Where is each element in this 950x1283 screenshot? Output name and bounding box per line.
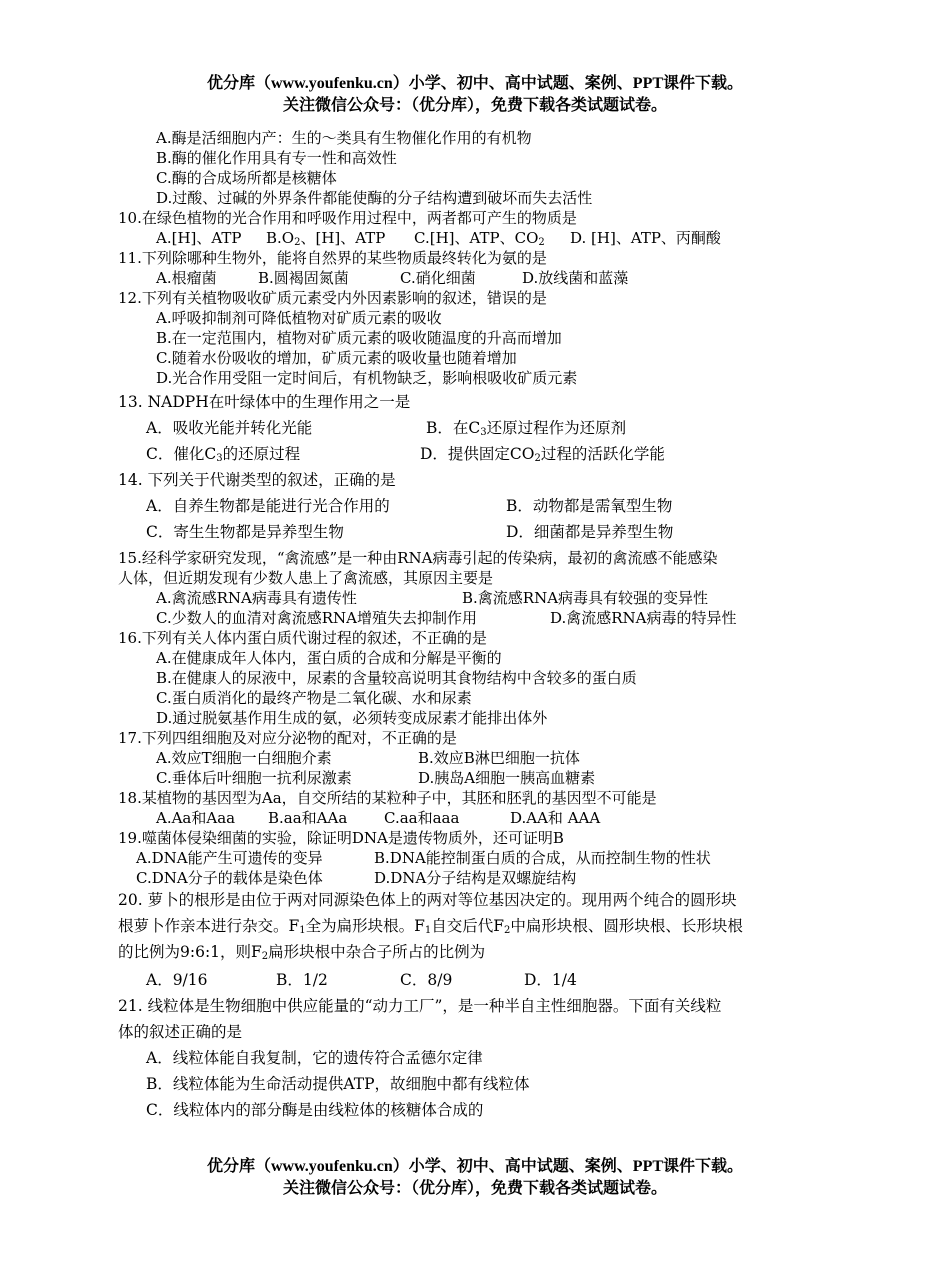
header-line-2: 关注微信公众号：（优分库），免费下载各类试题试卷。: [282, 97, 667, 114]
q18-option-c: C.aa和aaa: [384, 809, 460, 827]
q15-option-c: C.少数人的血清对禽流感RNA增殖失去抑制作用: [156, 609, 477, 627]
q12-option-b: B.在一定范围内，植物对矿质元素的吸收随温度的升高而增加: [156, 329, 562, 347]
q17-option-c: C.垂体后叶细胞一抗利尿激素: [156, 769, 352, 787]
q16-stem: 16.下列有关人体内蛋白质代谢过程的叙述，不正确的是: [118, 629, 487, 647]
q18-option-d: D.AA和 AAA: [510, 809, 601, 827]
q11-option-b: B.圆褐固氮菌: [258, 269, 349, 287]
footer-line-1: 优分库（www.youfenku.cn）小学、初中、高中试题、案例、PPT课件下载。: [206, 1158, 744, 1175]
q16-option-a: A.在健康成年人体内，蛋白质的合成和分解是平衡的: [156, 649, 502, 667]
q21-option-c: C．线粒体内的部分酶是由线粒体的核糖体合成的: [146, 1101, 484, 1119]
q20-option-a: A．9/16: [146, 971, 208, 989]
q17-stem: 17.下列四组细胞及对应分泌物的配对，不正确的是: [118, 729, 457, 747]
q15-option-d: D.禽流感RNA病毒的特异性: [550, 609, 737, 627]
q15-stem-line-2: 人体，但近期发现有少数人患上了禽流感，其原因主要是: [118, 569, 494, 587]
q12-option-d: D.光合作用受阻一定时间后，有机物缺乏，影响根吸收矿质元素: [156, 369, 578, 387]
q21-stem-line-1: 21. 线粒体是生物细胞中供应能量的“动力工厂”，是一种半自主性细胞器。下面有关线粒: [118, 997, 722, 1015]
q12-option-a: A.呼吸抑制剂可降低植物对矿质元素的吸收: [156, 309, 442, 327]
page-footer: [0, 1156, 950, 1200]
q19-option-d: D.DNA分子结构是双螺旋结构: [374, 869, 577, 887]
q10-option-a: A.[H]、ATP: [156, 229, 242, 247]
q15-option-b: B.禽流感RNA病毒具有较强的变异性: [462, 589, 709, 607]
q16-option-b: B.在健康人的尿液中，尿素的含量较高说明其食物结构中含较多的蛋白质: [156, 669, 637, 687]
q9-option-b: B.酶的催化作用具有专一性和高效性: [156, 149, 397, 167]
q13-option-a: A．吸收光能并转化光能: [146, 419, 313, 437]
q9-option-a: A.酶是活细胞内产：生的～类具有生物催化作用的有机物: [156, 129, 532, 147]
q17-option-a: A.效应T细胞一白细胞介素: [156, 749, 332, 767]
q20-stem-line-1: 20. 萝卜的根形是由位于两对同源染色体上的两对等位基因决定的。现用两个纯合的圆形块: [118, 891, 737, 909]
q13-stem: 13. NADPH在叶绿体中的生理作用之一是: [118, 393, 411, 411]
q16-option-c: C.蛋白质消化的最终产物是二氧化碳、水和尿素: [156, 689, 472, 707]
q15-stem-line-1: 15.经科学家研究发现，“禽流感”是一种由RNA病毒引起的传染病，最初的禽流感不能感染: [118, 549, 718, 567]
q19-stem: 19.噬菌体侵染细菌的实验，除证明DNA是遗传物质外，还可证明B: [118, 829, 564, 847]
q18-option-a: A.Aa和Aaa: [156, 809, 236, 827]
q20-option-c: C．8/9: [400, 971, 453, 989]
q21-option-a: A．线粒体能自我复制，它的遗传符合孟德尔定律: [146, 1049, 483, 1067]
q20-stem-line-3: 的比例为9:6:1，则$F_2$扁形块根中杂合子所占的比例为: [118, 943, 486, 962]
q19-option-c: C.DNA分子的载体是染色体: [136, 869, 323, 887]
q15-option-a: A.禽流感RNA病毒具有遗传性: [156, 589, 357, 607]
q17-option-d: D.胰岛A细胞一胰高血糖素: [418, 769, 596, 787]
q11-option-d: D.放线菌和蓝藻: [522, 269, 629, 287]
footer-line-2: 关注微信公众号：（优分库），免费下载各类试题试卷。: [282, 1180, 667, 1197]
q21-stem-line-2: 体的叙述正确的是: [118, 1023, 243, 1041]
q9-option-d: D.过酸、过碱的外界条件都能使酶的分子结构遭到破坏而失去活性: [156, 189, 593, 207]
q21-option-b: B．线粒体能为生命活动提供ATP，故细胞中都有线粒体: [146, 1075, 530, 1093]
q20-stem-line-2: 根萝卜作亲本进行杂交。$F_1$全为扁形块根。$F_1$自交后代$F_2$中扁形块根、圆形块根、长形块根: [118, 917, 743, 936]
q13-option-c: C．催化$C_3$的还原过程: [146, 445, 301, 464]
q14-option-a: A．自养生物都是能进行光合作用的: [146, 497, 390, 515]
q14-option-d: D．细菌都是异养型生物: [506, 523, 674, 541]
q14-option-b: B．动物都是需氧型生物: [506, 497, 673, 515]
q14-stem: 14. 下列关于代谢类型的叙述，正确的是: [118, 471, 396, 489]
q9-option-c: C.酶的合成场所都是核糖体: [156, 169, 337, 187]
q13-option-d: D．提供固定$CO_2$过程的活跃化学能: [420, 445, 665, 464]
q10-stem: 10.在绿色植物的光合作用和呼吸作用过程中，两者都可产生的物质是: [118, 209, 577, 227]
q12-option-c: C.随着水份吸收的增加，矿质元素的吸收量也随着增加: [156, 349, 517, 367]
q19-option-a: A.DNA能产生可遗传的变异: [136, 849, 323, 867]
q20-option-b: B．1/2: [276, 971, 328, 989]
q18-option-b: B.aa和AAa: [268, 809, 348, 827]
q19-option-b: B.DNA能控制蛋白质的合成，从而控制生物的性状: [374, 849, 711, 867]
q10-option-d: D. [H]、ATP、丙酮酸: [570, 229, 721, 247]
q11-option-c: C.硝化细菌: [400, 269, 476, 287]
q17-option-b: B.效应B淋巴细胞一抗体: [418, 749, 580, 767]
q11-stem: 11.下列除哪种生物外，能将自然界的某些物质最终转化为氨的是: [118, 249, 547, 267]
q18-stem: 18.某植物的基因型为Aa，自交所结的某粒种子中，其胚和胚乳的基因型不可能是: [118, 789, 657, 807]
q10-option-c: C.[H]、ATP、$CO_2$: [414, 229, 545, 248]
q10-option-b: $B.O_2$、[H]、ATP: [266, 229, 386, 248]
q12-stem: 12.下列有关植物吸收矿质元素受内外因素影响的叙述，错误的是: [118, 289, 547, 307]
q11-option-a: A.根瘤菌: [156, 269, 217, 287]
q13-option-b: B．在$C_3$还原过程作为还原剂: [426, 419, 627, 438]
header-line-1: 优分库（www.youfenku.cn）小学、初中、高中试题、案例、PPT课件下载。: [206, 75, 744, 92]
q20-option-d: D．1/4: [524, 971, 577, 989]
q14-option-c: C．寄生生物都是异养型生物: [146, 523, 344, 541]
page-header: [0, 73, 950, 117]
q16-option-d: D.通过脱氨基作用生成的氨，必须转变成尿素才能排出体外: [156, 709, 548, 727]
